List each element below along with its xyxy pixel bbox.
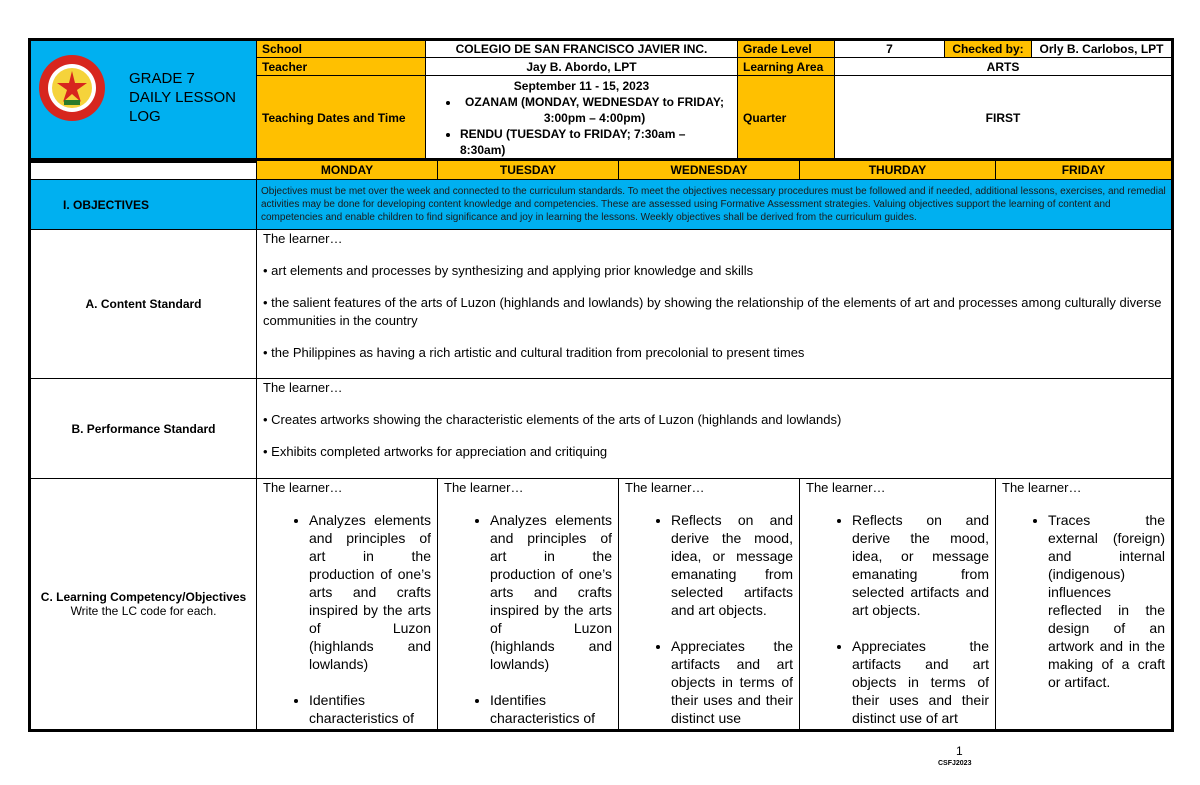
learning-area-value: ARTS xyxy=(835,58,1173,76)
content-standard-lead: The learner… xyxy=(263,231,343,246)
lc-item: • Identifies characteristics of xyxy=(490,691,612,727)
day-header-tuesday: TUESDAY xyxy=(438,160,619,180)
lc-thursday xyxy=(800,479,996,731)
grade-level-value: 7 xyxy=(835,40,945,58)
quarter-value: FIRST xyxy=(835,76,1173,162)
teacher-value: Jay B. Abordo, LPT xyxy=(426,58,738,76)
grade-level-label: Grade Level xyxy=(738,40,835,58)
content-standard-label: A. Content Standard xyxy=(30,230,257,379)
day-header-wednesday: WEDNESDAY xyxy=(619,160,800,180)
lc-list xyxy=(1002,511,1165,691)
day-header-blank xyxy=(30,160,257,180)
lc-list xyxy=(263,511,431,727)
quarter-label: Quarter xyxy=(738,76,835,162)
lc-item: • Reflects on and derive the mood, idea, or message emanating from selected artifacts and art objects. xyxy=(852,511,989,619)
performance-standard-item: • Exhibits completed artworks for appreciation and critiquing xyxy=(263,444,608,459)
content-standard-item: • the Philippines as having a rich artistic and cultural tradition from precolonial to present times xyxy=(263,345,805,360)
dates-list xyxy=(434,94,729,158)
day-header-thursday: THURDAY xyxy=(800,160,996,180)
learning-area-label: Learning Area xyxy=(738,58,835,76)
school-label: School xyxy=(257,40,426,58)
lc-item: • Analyzes elements and principles of art in the production of one’s arts and crafts inspired by the arts of Luzon (highlands and lowlands) xyxy=(490,511,612,673)
learning-competency-label: C. Learning Competency/Objectives xyxy=(40,590,247,604)
lc-lead: The learner… xyxy=(1002,480,1082,495)
dates-title: September 11 - 15, 2023 xyxy=(513,79,650,93)
log-title: DAILY LESSON LOG xyxy=(129,89,236,125)
lc-lead: The learner… xyxy=(263,480,343,495)
lc-item: • Appreciates the artifacts and art objects in terms of their uses and their distinct use of art xyxy=(852,637,989,727)
learning-competency-sublabel: Write the LC code for each. xyxy=(70,604,217,618)
school-seal-icon xyxy=(37,53,107,123)
lc-lead: The learner… xyxy=(806,480,886,495)
performance-standard-body xyxy=(257,379,1173,479)
lc-list xyxy=(806,511,989,727)
lc-list xyxy=(444,511,612,727)
dates-label: Teaching Dates and Time xyxy=(257,76,426,162)
dates-item: • OZANAM (MONDAY, WEDNESDAY to FRIDAY; 3:00pm – 4:00pm) xyxy=(460,94,729,126)
lc-friday xyxy=(996,479,1173,731)
grade-title: GRADE 7 xyxy=(129,70,195,87)
content-standard-item: • the salient features of the arts of Luzon (highlands and lowlands) by showing the relationship of the elements of art and processes among culturally diverse communities in the country xyxy=(263,295,1162,328)
day-header-monday: MONDAY xyxy=(257,160,438,180)
header-table xyxy=(28,38,1174,163)
checked-by-value: Orly B. Carlobos, LPT xyxy=(1032,40,1173,58)
objectives-text: Objectives must be met over the week and connected to the curriculum standards. To meet the objectives necessary procedures must be followed and if needed, additional lessons, exercises, and remedial activities may be done for developing content knowledge and competencies. These are assessed using Formative Assessment strategies. Valuing objectives support the learning of content and competencies and enable children to find significance and joy in learning the lessons. Weekly objectives shall be derived from the curriculum guides. xyxy=(257,180,1173,230)
school-value: COLEGIO DE SAN FRANCISCO JAVIER INC. xyxy=(426,40,738,58)
content-standard-body xyxy=(257,230,1173,379)
checked-by-label: Checked by: xyxy=(945,40,1032,58)
learning-competency-label-cell xyxy=(30,479,257,731)
lc-list xyxy=(625,511,793,727)
lc-item: • Identifies characteristics of xyxy=(309,691,431,727)
page-number: 1 xyxy=(956,744,963,758)
lc-item: • Analyzes elements and principles of art in the production of one’s arts and crafts inspired by the arts of Luzon (highlands and lowlands) xyxy=(309,511,431,673)
dates-value xyxy=(426,76,738,162)
lc-item: • Traces the external (foreign) and internal (indigenous) influences reflected in the design of an artwork and in the making of a craft or artifact. xyxy=(1048,511,1165,691)
lc-item: • Appreciates the artifacts and art objects in terms of their uses and their distinct use xyxy=(671,637,793,727)
logo-cell xyxy=(30,40,257,162)
day-header-friday: FRIDAY xyxy=(996,160,1173,180)
footer-code: CSFJ2023 xyxy=(938,760,972,767)
performance-standard-lead: The learner… xyxy=(263,380,343,395)
dates-item: • RENDU (TUESDAY to FRIDAY; 7:30am – 8:30am) xyxy=(460,126,729,158)
objectives-label: I. OBJECTIVES xyxy=(30,180,257,230)
teacher-label: Teacher xyxy=(257,58,426,76)
lesson-log-table xyxy=(28,158,1174,732)
performance-standard-item: • Creates artworks showing the characteristic elements of the arts of Luzon (highlands and lowlands) xyxy=(263,412,842,427)
content-standard-item: • art elements and processes by synthesizing and applying prior knowledge and skills xyxy=(263,263,754,278)
performance-standard-label: B. Performance Standard xyxy=(30,379,257,479)
lc-item: • Reflects on and derive the mood, idea, or message emanating from selected artifacts and art objects. xyxy=(671,511,793,619)
lc-lead: The learner… xyxy=(625,480,705,495)
lc-tuesday xyxy=(438,479,619,731)
lc-lead: The learner… xyxy=(444,480,524,495)
lc-wednesday xyxy=(619,479,800,731)
lc-monday xyxy=(257,479,438,731)
log-title-block xyxy=(129,69,256,126)
